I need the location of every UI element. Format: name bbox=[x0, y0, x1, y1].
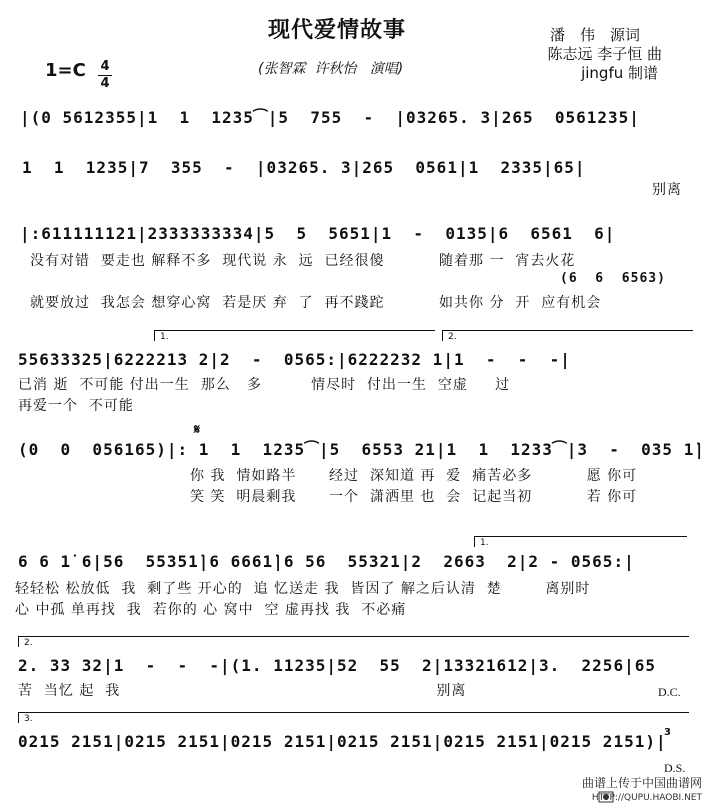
time-signature bbox=[98, 60, 112, 90]
lyricist-credit: 潘 伟 源词 bbox=[549, 26, 640, 44]
segno-sign: 𝄋 bbox=[194, 422, 201, 438]
score-row-7-lyric: 苦 当忆 起 我 别离 bbox=[18, 683, 467, 699]
volta-bracket-4 bbox=[18, 636, 689, 647]
volta-bracket-3 bbox=[474, 536, 687, 547]
volta-label-4: 2. bbox=[24, 638, 33, 648]
volta-label-5: 3. bbox=[24, 714, 33, 724]
score-row-4-lyric-2: 再爱一个 不可能 bbox=[18, 398, 134, 414]
score-row-2-lyric: 别离 bbox=[652, 182, 682, 198]
score-row-5-lyric-2: 笑 笑 明晨剩我 一个 潇洒里 也 会 记起当初 若 你可 bbox=[190, 489, 638, 505]
score-row-8: 0215 2151|0215 2151|0215 2151|0215 2151|0215 2151|0215 2151)| bbox=[18, 732, 667, 751]
da-capo-mark: D.C. bbox=[658, 685, 681, 699]
volta-label-1: 1. bbox=[160, 332, 169, 342]
score-row-7: 2. 33 32|1 - - -|(1. 11235|52 55 2|13321612|3. 2256|65 bbox=[18, 656, 656, 675]
composer-credit: 陈志远 李子恒 曲 bbox=[547, 45, 662, 63]
transcriber-credit: jingfu 制谱 bbox=[581, 64, 658, 82]
score-row-5: (0 0 056165)|: 1 1 1235⁀|5 6553 21|1 1 1233⁀|3 - 035 1̇| bbox=[18, 440, 705, 459]
score-row-4-lyric-1: 已消 逝 不可能 付出一生 那么 多 情尽时 付出一生 空虚 过 bbox=[18, 377, 511, 393]
time-signature-bottom: 4 bbox=[100, 75, 110, 91]
volta-bracket-1 bbox=[154, 330, 435, 341]
score-row-1: |(0 5612355|1 1 1235⁀|5 755 - |03265. 3|265 0561235| bbox=[20, 108, 640, 127]
footer-url[interactable]: HTTP://QUPU.HAOBI.NET bbox=[591, 793, 702, 803]
volta-label-3: 1. bbox=[480, 538, 489, 548]
volta-label-2: 2. bbox=[448, 332, 457, 342]
score-row-6-lyric-1: 轻轻松 松放低 我 剩了些 开心的 追 忆送走 我 皆因了 解之后认清 楚 离别时 bbox=[15, 581, 591, 597]
singers: (张智霖 许秋怡 演唱) bbox=[258, 61, 404, 77]
time-signature-top: 4 bbox=[100, 59, 110, 74]
score-row-6: 6 6 1̇ 6|56 55351̇|6 6661̇|6 56 55321|2 2663 2|2 - 0565:| bbox=[18, 552, 635, 571]
score-row-2: 1 1 1235|7 355 - |03265. 3|265 0561|1 2335|65| bbox=[22, 158, 586, 177]
song-title: 现代爱情故事 bbox=[268, 18, 407, 43]
volta-bracket-2 bbox=[442, 330, 693, 341]
score-row-6-lyric-2: 心 中孤 单再找 我 若你的 心 窝中 空 虚再找 我 不必痛 bbox=[15, 602, 407, 618]
score-row-3: |:611111121|2333333334|5 5 5651|1 - 0135|6 6561 6| bbox=[20, 224, 616, 243]
footer-site: 曲谱上传于中国曲谱网 bbox=[581, 776, 702, 790]
score-row-3-lyric-2: 就要放过 我怎会 想穿心窝 若是厌 弃 了 再不踐跎 如共你 分 开 应有机会 bbox=[30, 295, 602, 311]
score-row-3-lyric-1: 没有对错 要走也 解释不多 现代说 永 远 已经很傻 随着那 一 宵去火花 bbox=[30, 253, 576, 269]
key-signature: 1=C bbox=[45, 60, 86, 81]
score-row-3-alt-notes: (6 6 6563) bbox=[560, 271, 666, 286]
score-row-5-lyric-1: 你 我 情如路半 经过 深知道 再 爱 痛苦必多 愿 你可 bbox=[190, 468, 638, 484]
octave-mark: 3 bbox=[664, 727, 671, 738]
dal-segno-mark: D.S. bbox=[664, 761, 686, 775]
volta-bracket-5 bbox=[18, 712, 689, 723]
score-row-4: 55633325|6222213 2|2 - 0565:|6222232 1|1 - - -| bbox=[18, 350, 571, 369]
